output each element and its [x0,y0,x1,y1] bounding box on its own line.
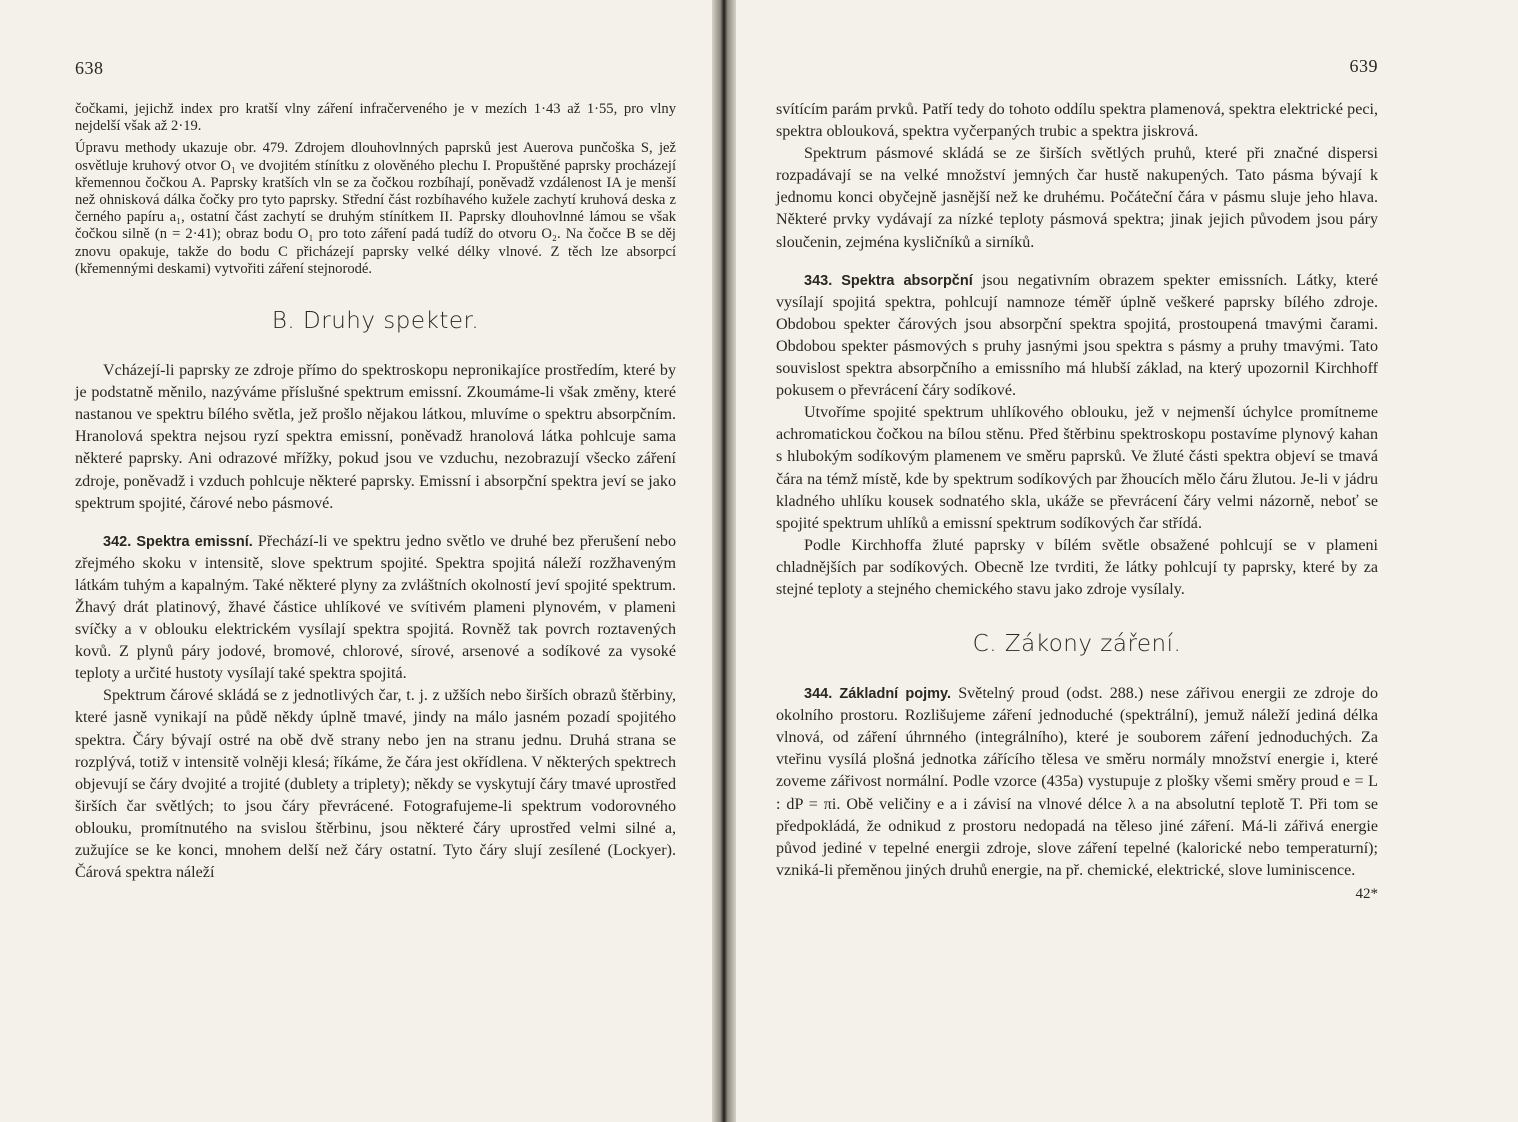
section-number: 343. [804,272,833,289]
section-number: 342. [103,533,132,550]
page-number: 639 [1349,56,1378,76]
paragraph: Podle Kirchhoffa žluté paprsky v bílém světle obsažené pohlcují se v plameni chladnějších par sodíkových. Obecně lze tvrditi, že látky pohlcují ty paprsky, které by za stejné teploty a stejného chemického stavu jako zdroje vysílaly. [776,536,1378,598]
section-paragraph [776,683,1378,882]
paragraph: Spektrum čárové skládá se z jednotlivých čar, t. j. z užších nebo širších obrazů štěrbiny, které jasně vynikají na půdě někdy úplně tmavé, jindy na málo jasném pozadí spojitého spektra. Čáry bývají ostré na obě dvě strany nebo jen na stranu jednu. Druhá strana se rozplývá, totiž v intensitě volněji klesá; říkáme, že čára jest okřídlena. V některých spektrech objevují se čáry dvojité a trojité (dublety a triplety); někdy se vyskytují čáry tmavé uprostřed širších čar světlých; to jsou čáry převrácené. Fotografujeme-li spektrum vodorovného oblouku, promítnutého na svislou štěrbinu, jsou některé čáry uprostřed velmi silné a, zužujíce se ke konci, mnohem delší než čáry ostatní. Tyto čáry slují zesílené (Lockyer). Čárová spektra náleží [75,687,676,882]
section-text: Přechází-li ve spektru jedno světlo ve druhé bez přerušení nebo zřejmého skoku v intensitě, slove spektrum spojité. Spektra spojitá náleží rozžhaveným látkám tuhým a kapalným. Také některé plyny za zvláštních okolností jeví spojité spektrum. Žhavý drát platinový, žhavé částice uhlíkové ve svítivém plameni plynovém, v plameni svíčky a v oblouku elektrickém vysílají spektra spojitá. Rovněž tak povrch roztavených kovů. Z plynů páry jodové, bromové, chlorové, sírové, arsenové a sodíkové za vysoké teploty a určité hustoty vysílají také spektra spojitá. [75,532,677,683]
section-text: jsou negativním obrazem spekter emissních. Látky, které vysílají spojitá spektra, pohlcují namnoze téměř úplně veškeré paprsky bílého zdroje. Obdobou spekter čárových jsou absorpční spektra spojitá, prostoupená tmavými čarami. Obdobou spekter pásmových s pruhy jasnými jsou spektra s pásmy a pruhy tmavými. Tato souvislost spektra absorpčního a emissního má hlubší základ, na který upozornil Kirchhoff pokusem o převrácení čáry sodíkové. [776,271,1378,400]
section-paragraph [75,531,676,686]
paragraph: Vcházejí-li paprsky ze zdroje přímo do spektroskopu nepronikajíce prostředím, které by je podstatně měnilo, nazýváme příslušné spektrum emissní. Zkoumáme-li však změny, které nastanou ve spektru bílého světla, jež prošlo nějakou látkou, mluvíme o spektru absorpčním. Hranolová spektra nejsou ryzí spektra emissní, poněvadž hranolová látka pohlcuje sama některé paprsky. Ani odrazové mřížky, pokud jsou ve vzduchu, nezobrazují všecko záření zdroje, poněvadž i vzduch pohlcuje některé paprsky. Emissní i absorpční spektra jeví se jako spektrum spojité, čárové nebo pásmové. [75,362,676,512]
paragraph: čočkami, jejichž index pro kratší vlny záření infračerveného je v mezích 1·43 až 1·55, pro vlny nejdelší však až 2·19. [75,101,676,135]
paragraph: Utvoříme spojité spektrum uhlíkového oblouku, jež v nejmenší úchylce promítneme achromatickou čočkou na bílou stěnu. Před štěrbinu spektroskopu postavíme plynový kahan s hlubokým sodíkovým plamenem ve směru paprsků. Ve žluté části spektra objeví se tmavá čára na témž místě, kde by spektrum sodíkových par žhoucích mělo čáru žlutou. Je-li v jádru kladného uhlíku kousek sodnatého skla, ukáže se převrácení čáry velmi názorně, neboť se spojité spektrum uhlíků a emissní spektrum sodíkových čar střídá. [776,404,1378,532]
section-number: 344. [804,686,833,703]
section-paragraph [776,270,1378,403]
right-page [736,0,1518,1122]
section-title: Spektra emissní. [136,533,253,550]
section-heading: B. Druhy spekter. [271,308,480,335]
book-gutter [712,0,736,1122]
paragraph: svítícím parám prvků. Patří tedy do tohoto oddílu spektra plamenová, spektra elektrické peci, spektra oblouková, spektra vyčerpaných trubic a spektra jiskrová. [776,101,1378,141]
page-number: 638 [75,58,104,78]
section-heading: C. Zákony záření. [972,631,1182,658]
section-title: Základní pojmy. [839,686,952,703]
left-page [0,0,712,1122]
section-title: Spektra absorpční [841,272,973,289]
paragraph: Spektrum pásmové skládá se ze širších světlých pruhů, které při značné dispersi rozpadávají se na velké množství jemných čar hustě nakupených. Tato pásma bývají k jednomu konci obyčejně jasnější než ke druhému. Počáteční čára v pásmu sluje jeho hlava. Některé prvky vydávají za nízké teploty pásmová spektra; jinak jejich původem jsou páry sloučenin, zejména kysličníků a sirníků. [776,145,1378,251]
signature-mark: 42* [1355,885,1378,902]
paragraph: Úpravu methody ukazuje obr. 479. Zdrojem dlouhovlnných paprsků jest Auerova punčoška S, jež osvětluje kruhový otvor O₁ ve dvojitém stínítku z olověného plechu I. Propuštěné paprsky procházejí křemennou čočkou A. Paprsky kratších vln se za čočkou rozbíhají, poněvadž vzdálenost IA je menší než ohnisková dálka čočky pro tyto paprsky. Střední část rozbíhavého kužele zachytí kruhová deska z černého papíru a₁, ostatní část zachytí se druhým stínítkem II. Paprsky dlouhovlnné lámou se však čočkou silně (n = 2·41); obraz bodu O₁ pro toto záření padá tudíž do otvoru O₂. Na čočce B se děj znovu opakuje, takže do bodu C přicházejí paprsky velké délky vlnové. Z těch lze absorpcí (křemennými deskami) vytvořiti záření stejnorodé. [75,140,676,277]
section-text: Světelný proud (odst. 288.) nese zářivou energii ze zdroje do okolního prostoru. Rozlišujeme záření jednoduché (spektrální), jemuž náleží jediná délka vlnová, od záření úhrnného (integrálního), které je souborem záření jednoduchých. Za vteřinu vysílá plošná jednotka zářícího tělesa ve směru normály množství energie i, které zoveme zářivost normální. Podle vzorce (435a) vystupuje z plošky všemi směry proud e = L : dP = πi. Obě veličiny e a i závisí na vlnové délce λ a na absolutní teplotě T. Při tom se předpokládá, že odnikud z prostoru nedopadá na těleso jiné záření. Má-li zářivá energie původ jediné v tepelné energii zdroje, slove záření tepelné (kalorické nebo temperaturní); vzniká-li přeměnou jiných druhů energie, na př. chemické, elektrické, slove luminiscence. [776,685,1378,879]
